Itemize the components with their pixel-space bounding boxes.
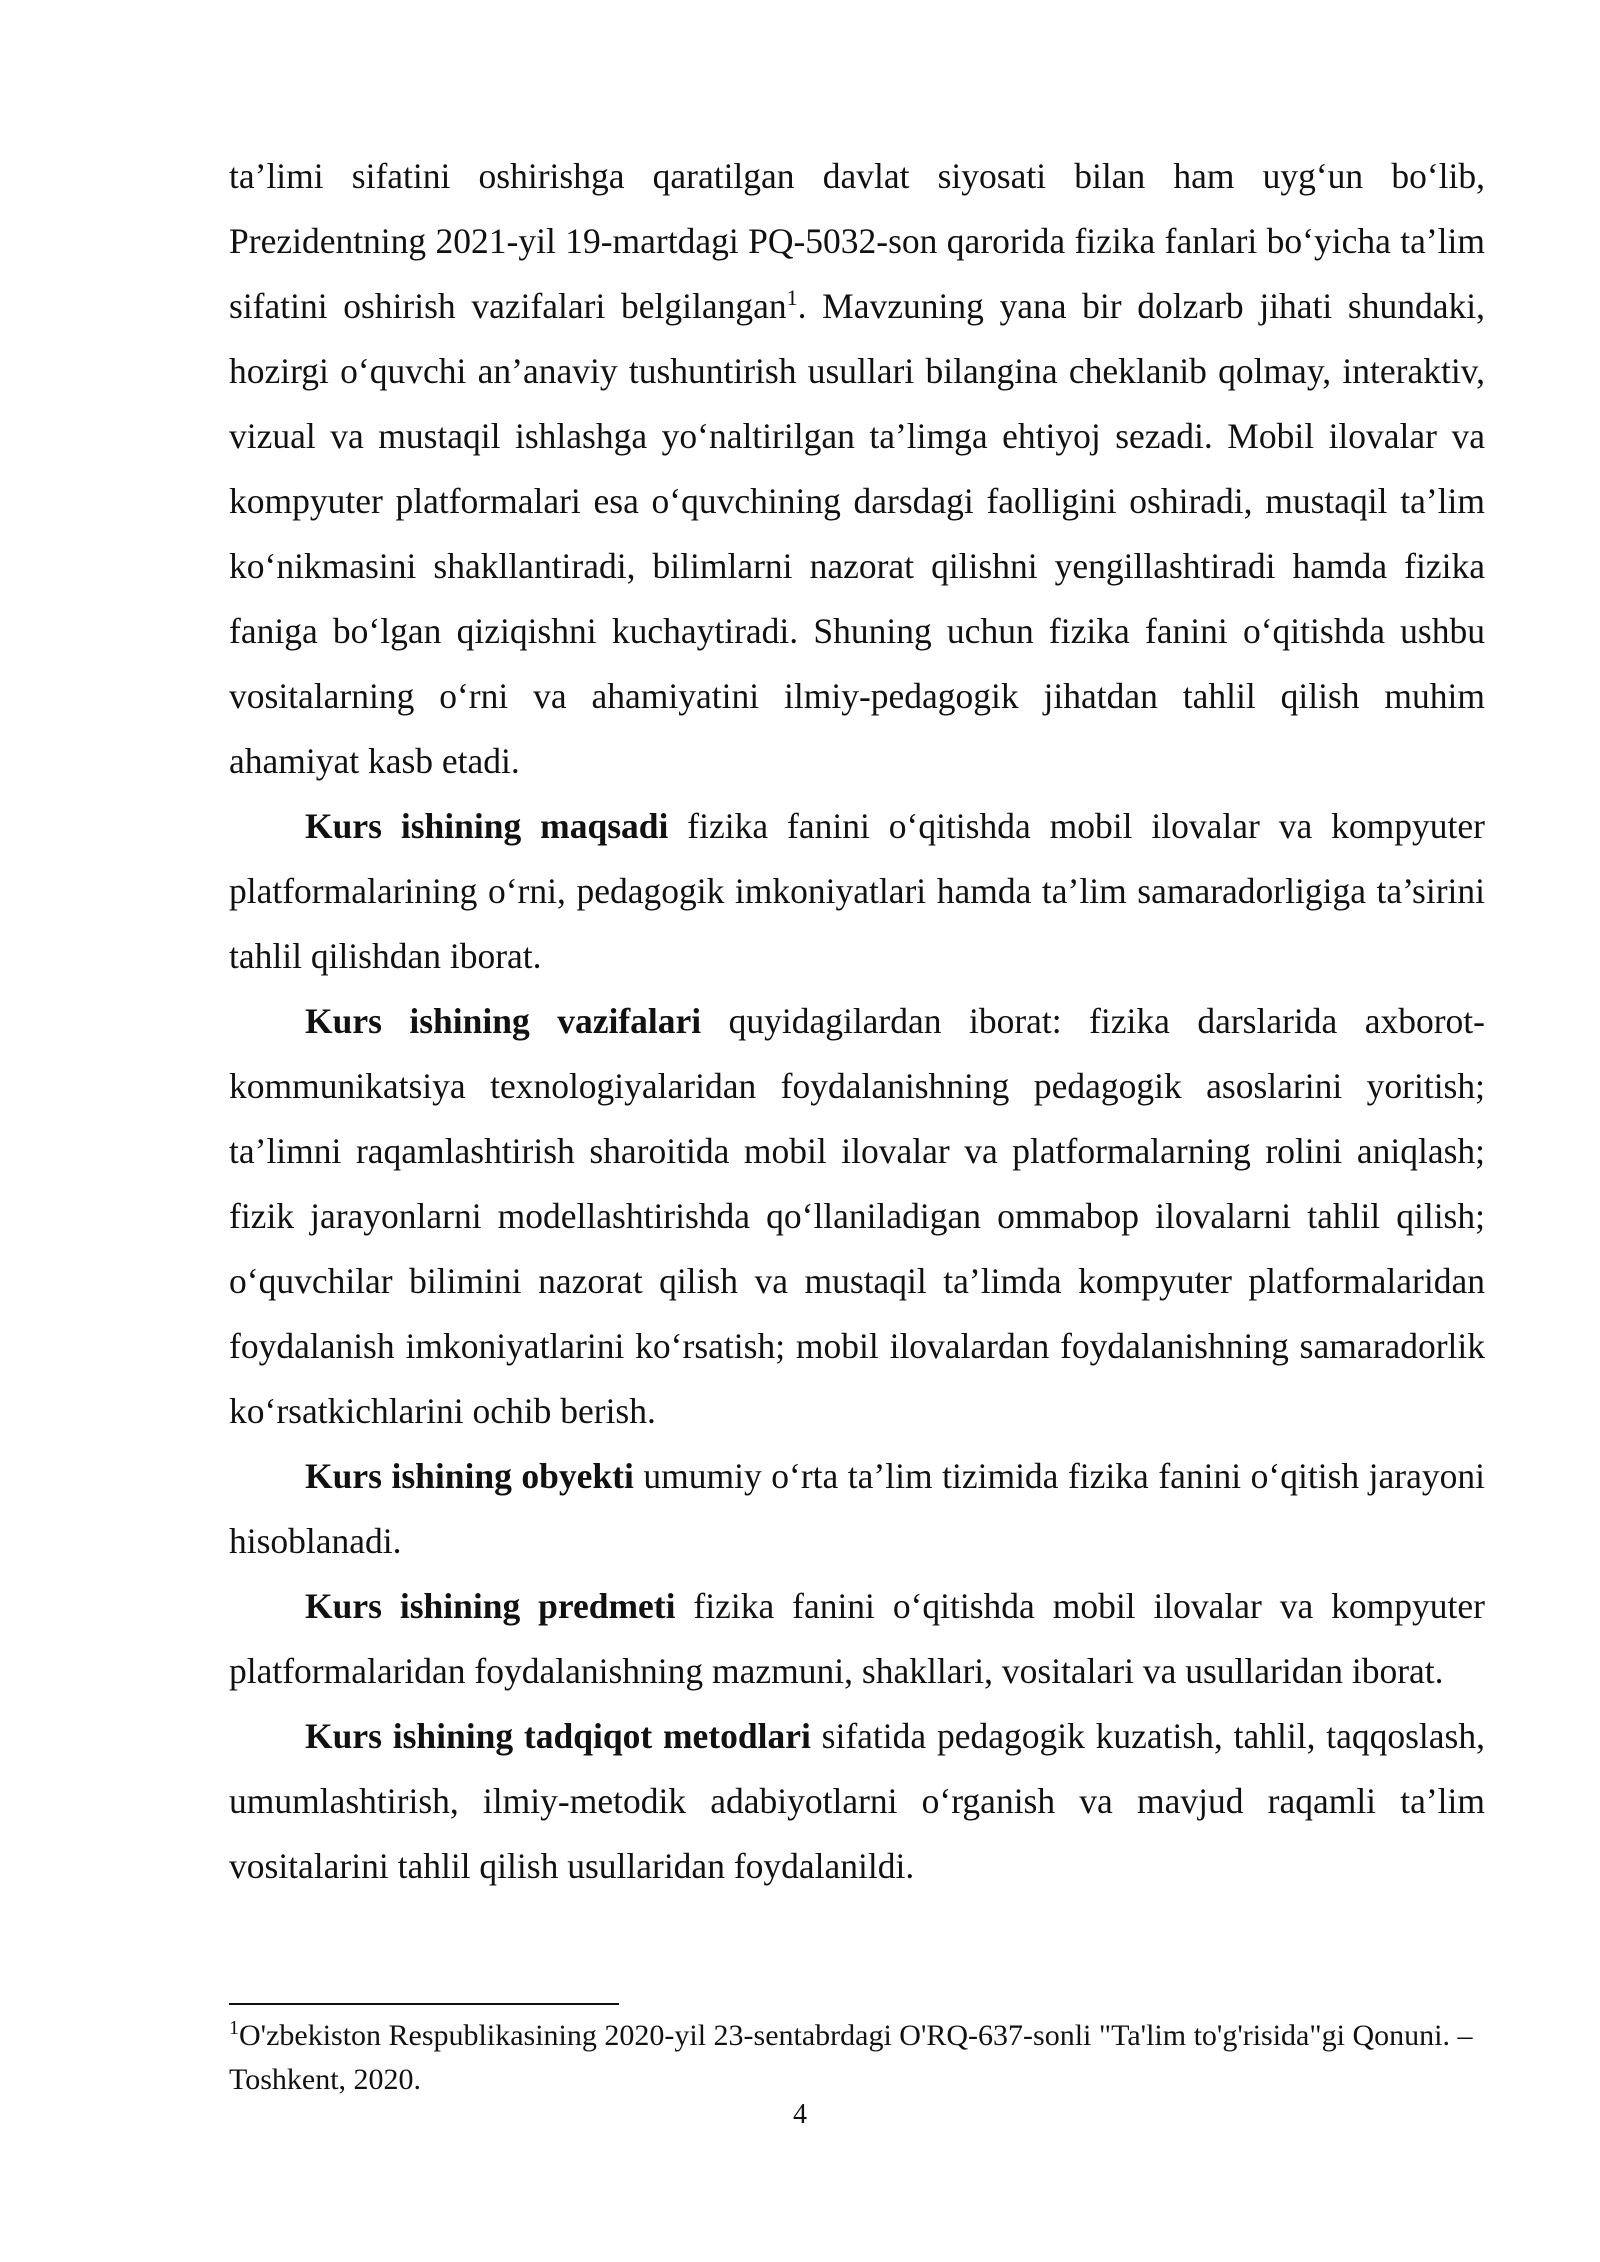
body-text xyxy=(229,144,1485,1899)
paragraph-subject xyxy=(229,1574,1485,1704)
paragraph-goal-heading: Kurs ishining maqsadi xyxy=(305,806,669,846)
paragraph-context xyxy=(229,144,1485,794)
paragraph-methods xyxy=(229,1704,1485,1899)
paragraph-methods-heading: Kurs ishining tadqiqot metodlari xyxy=(305,1716,811,1756)
page-number: 4 xyxy=(793,2099,807,2130)
footnote xyxy=(229,2014,1485,2102)
paragraph-subject-heading: Kurs ishining predmeti xyxy=(305,1586,676,1626)
paragraph-goal xyxy=(229,794,1485,989)
footnote-text: O'zbekiston Respublikasining 2020-yil 23-sentabrdagi O'RQ-637-sonli "Ta'lim to'g'risida"gi Qonuni. – Toshkent, 2020. xyxy=(229,2019,1473,2096)
paragraph-object-text: umumiy o‘rta ta’lim tizimida fizika fanini o‘qitish jarayoni hisoblanadi. xyxy=(229,1456,1485,1561)
paragraph-tasks-heading: Kurs ishining vazifalari xyxy=(305,1001,702,1041)
paragraph-goal-text: fizika fanini o‘qitishda mobil ilovalar va kompyuter platformalarining o‘rni, pedagogik imkoniyatlari hamda ta’lim samaradorligiga ta’sirini tahlil qilishdan iborat. xyxy=(229,806,1485,976)
paragraph-tasks xyxy=(229,989,1485,1444)
footnote-marker: 1 xyxy=(229,2017,239,2039)
footnote-separator xyxy=(229,2003,619,2005)
paragraph-context-text-a: ta’limi sifatini oshirishga qaratilgan davlat siyosati bilan ham uyg‘un bo‘lib, Prezidentning 2021-yil 19-martdagi PQ-5032-son qarorida fizika fanlari bo‘yicha ta’lim sifatini oshirish vazifalari belgilangan xyxy=(229,156,1485,326)
paragraph-subject-text: fizika fanini o‘qitishda mobil ilovalar va kompyuter platformalaridan foydalanishning mazmuni, shakllari, vositalari va usullaridan iborat. xyxy=(229,1586,1485,1691)
paragraph-object-heading: Kurs ishining obyekti xyxy=(305,1456,634,1496)
paragraph-object xyxy=(229,1444,1485,1574)
paragraph-methods-text: sifatida pedagogik kuzatish, tahlil, taqqoslash, umumlashtirish, ilmiy-metodik adabiyotlarni o‘rganish va mavjud raqamli ta’lim vositalarini tahlil qilish usullaridan foydalanildi. xyxy=(229,1716,1485,1886)
paragraph-tasks-text: quyidagilardan iborat: fizika darslarida axborot-kommunikatsiya texnologiyalaridan foydalanishning pedagogik asoslarini yoritish; ta’limni raqamlashtirish sharoitida mobil ilovalar va platformalarning rolini aniqlash; fizik jarayonlarni modellashtirishda qo‘llaniladigan ommabop ilovalarni tahlil qilish; o‘quvchilar bilimini nazorat qilish va mustaqil ta’limda kompyuter platformalaridan foydalanish imkoniyatlarini ko‘rsatish; mobil ilovalardan foydalanishning samaradorlik ko‘rsatkichlarini ochib berish. xyxy=(229,1001,1485,1431)
paragraph-context-text-b: . Mavzuning yana bir dolzarb jihati shundaki, hozirgi o‘quvchi an’anaviy tushuntirish usullari bilangina cheklanib qolmay, interaktiv, vizual va mustaqil ishlashga yo‘naltirilgan ta’limga ehtiyoj sezadi. Mobil ilovalar va kompyuter platformalari esa o‘quvchining darsdagi faolligini oshiradi, mustaqil ta’lim ko‘nikmasini shakllantiradi, bilimlarni nazorat qilishni yengillashtiradi hamda fizika faniga bo‘lgan qiziqishni kuchaytiradi. Shuning uchun fizika fanini o‘qitishda ushbu vositalarning o‘rni va ahamiyatini ilmiy-pedagogik jihatdan tahlil qilish muhim ahamiyat kasb etadi. xyxy=(229,286,1485,781)
footnote-reference[interactable]: 1 xyxy=(786,285,798,311)
